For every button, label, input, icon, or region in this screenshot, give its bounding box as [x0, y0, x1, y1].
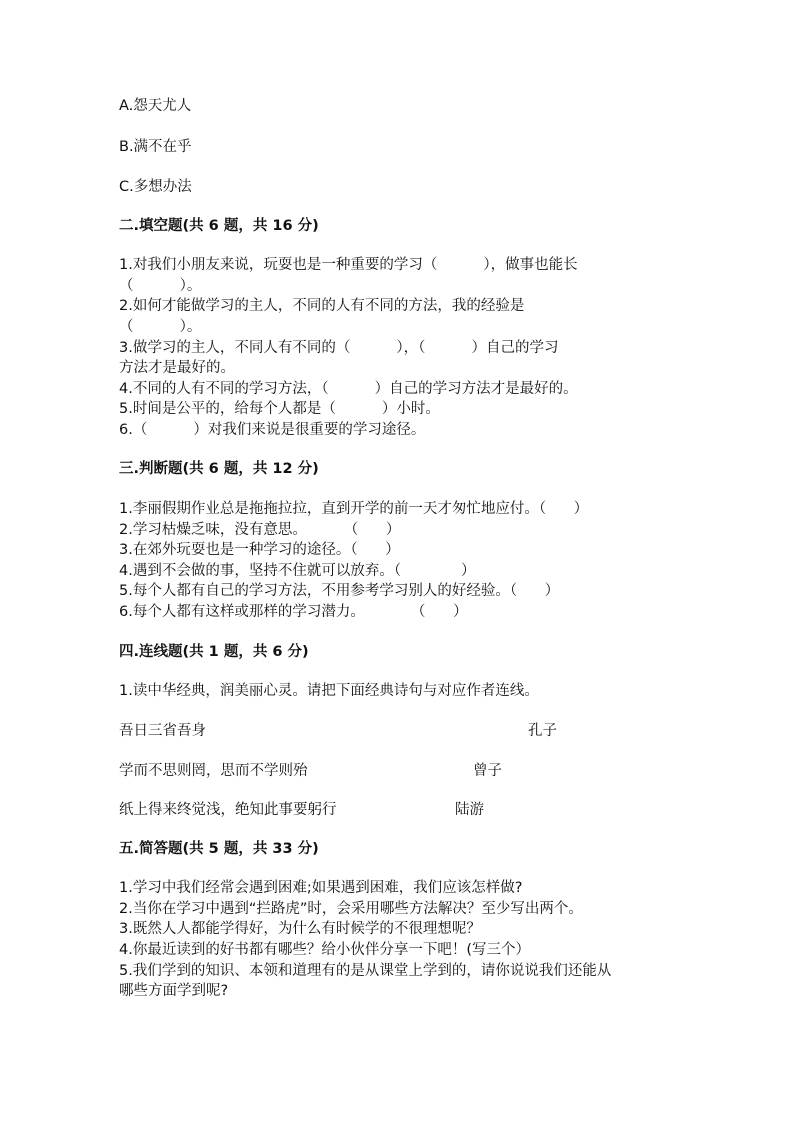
short-q1: 1.学习中我们经常会遇到困难;如果遇到困难，我们应该怎样做? [119, 880, 523, 896]
judge-q6: 6.每个人都有这样或那样的学习潜力。 （ ） [119, 604, 468, 620]
fill-q1-line1: 1.对我们小朋友来说，玩耍也是一种重要的学习（ ），做事也能长 [119, 257, 578, 273]
section-heading-fill: 二.填空题(共 6 题，共 16 分) [119, 218, 319, 234]
fill-q5: 5.时间是公平的，给每个人都是（ ）小时。 [119, 401, 440, 417]
short-q3: 3.既然人人都能学得好，为什么有时候学的不很理想呢？ [119, 921, 481, 937]
match-left-3: 纸上得来终觉浅，绝知此事要躬行 [119, 802, 337, 818]
short-q5-line2: 哪些方面学到呢? [119, 983, 229, 999]
match-right-3: 陆游 [455, 802, 484, 818]
match-left-1: 吾日三省吾身 [119, 723, 206, 739]
fill-q2-line1: 2.如何才能做学习的主人，不同的人有不同的方法，我的经验是 [119, 298, 525, 314]
option-b: B.满不在乎 [119, 139, 192, 155]
match-right-2: 曾子 [473, 763, 502, 779]
short-q4: 4.你最近读到的好书都有哪些？给小伙伴分享一下吧！(写三个） [119, 942, 530, 958]
fill-q4: 4.不同的人有不同的学习方法，（ ）自己的学习方法才是最好的。 [119, 381, 578, 397]
fill-q3-line2: 方法才是最好的。 [119, 360, 235, 376]
judge-q1: 1.李丽假期作业总是拖拖拉拉，直到开学的前一天才匆忙地应付。（ ） [119, 501, 589, 517]
fill-q6: 6.（ ）对我们来说是很重要的学习途径。 [119, 422, 426, 438]
judge-q3: 3.在郊外玩耍也是一种学习的途径。（ ） [119, 542, 400, 558]
judge-q5: 5.每个人都有自己的学习方法，不用参考学习别人的好经验。（ ） [119, 583, 560, 599]
fill-q3-line1: 3.做学习的主人，不同人有不同的（ ），（ ）自己的学习 [119, 340, 559, 356]
option-a: A.怨天尤人 [119, 98, 192, 114]
fill-q1-line2: （ ）。 [119, 278, 202, 294]
match-instruction: 1.读中华经典，润美丽心灵。请把下面经典诗句与对应作者连线。 [119, 683, 539, 699]
match-left-2: 学而不思则罔，思而不学则殆 [119, 763, 308, 779]
section-heading-match: 四.连线题(共 1 题，共 6 分) [119, 644, 309, 660]
judge-q4: 4.遇到不会做的事，坚持不住就可以放弃。（ ） [119, 563, 476, 579]
section-heading-short: 五.简答题(共 5 题，共 33 分) [119, 841, 319, 857]
section-heading-judge: 三.判断题(共 6 题，共 12 分) [119, 461, 319, 477]
short-q2: 2.当你在学习中遇到“拦路虎”时，会采用哪些方法解决？至少写出两个。 [119, 901, 583, 917]
match-right-1: 孔子 [528, 723, 557, 739]
judge-q2: 2.学习枯燥乏味，没有意思。 （ ） [119, 522, 401, 538]
option-c: C.多想办法 [119, 179, 192, 195]
short-q5-line1: 5.我们学到的知识、本领和道理有的是从课堂上学到的，请你说说我们还能从 [119, 963, 612, 979]
fill-q2-line2: （ ）。 [119, 319, 202, 335]
